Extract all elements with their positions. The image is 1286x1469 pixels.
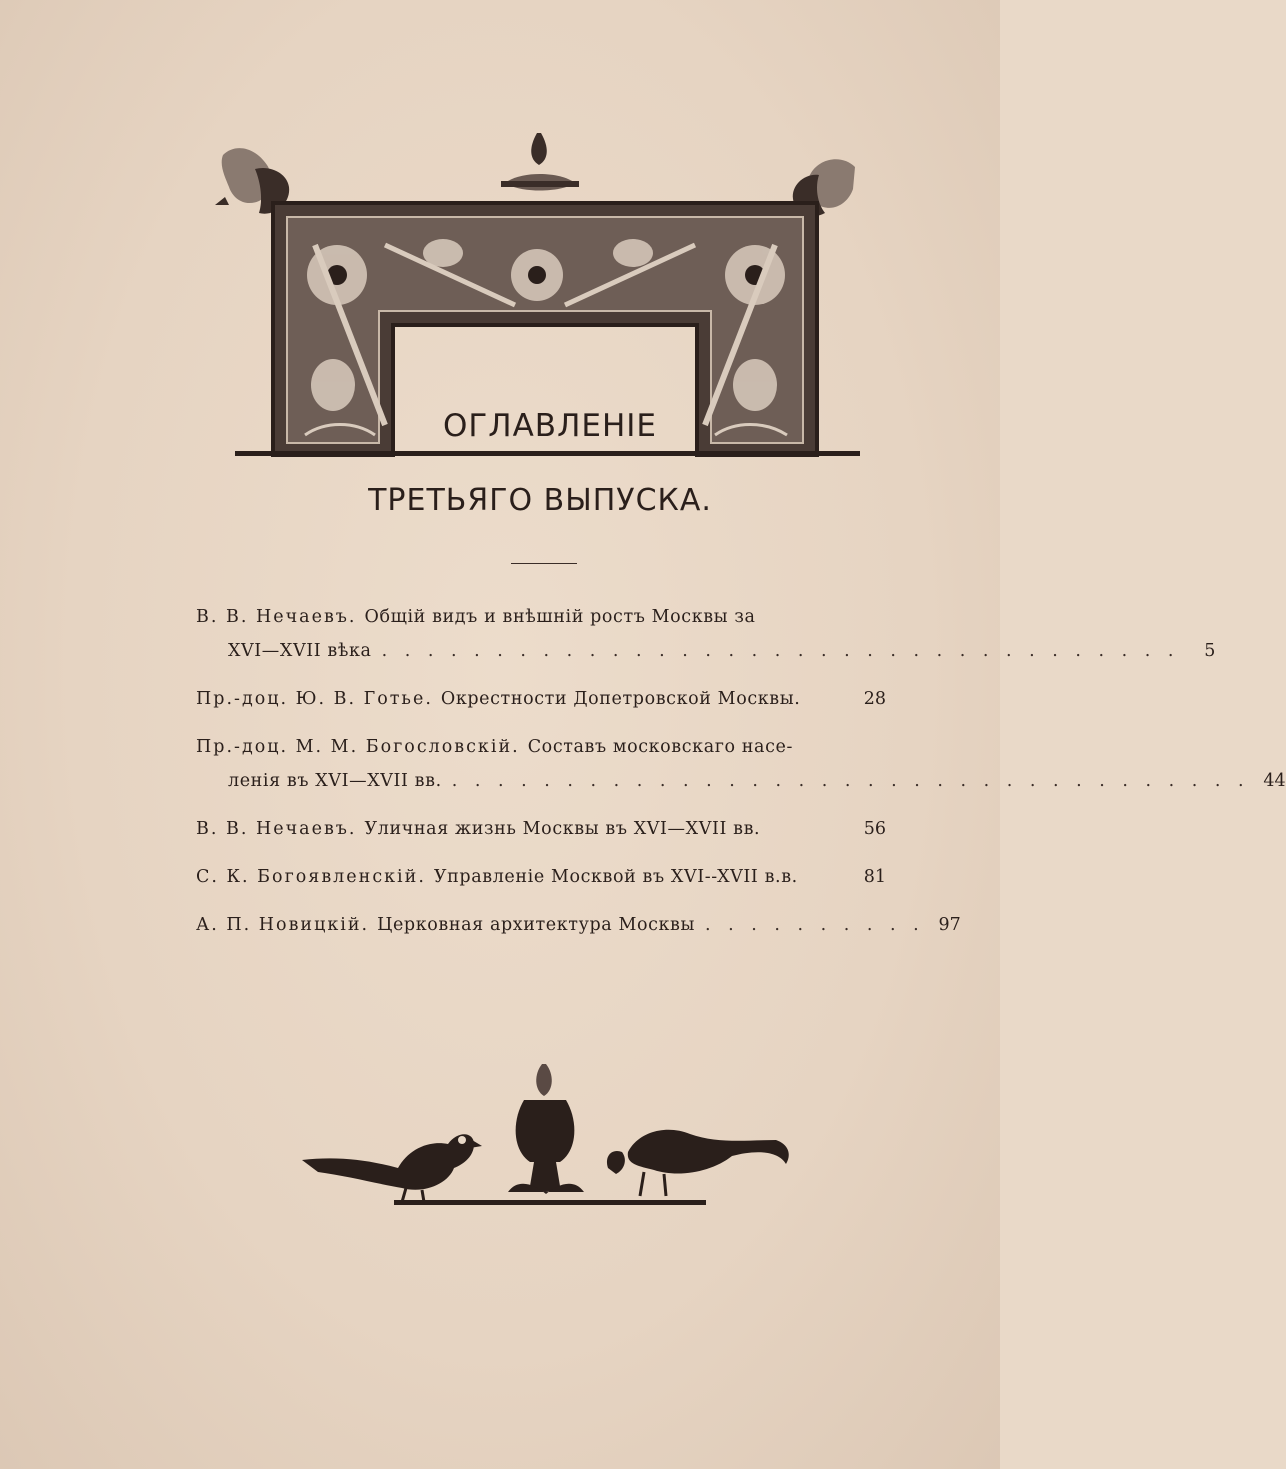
toc-entry <box>196 682 886 716</box>
toc-author: А. П. Новицкій. <box>196 915 370 935</box>
toc-page-number: 81 <box>863 867 886 887</box>
dot-leader: . . . . . . . . . . . . . . . . . . . . . . . . . . . . . . . . . . . <box>451 771 1250 791</box>
tailpiece-vignette <box>298 1060 798 1220</box>
toc-page-number: 28 <box>863 689 886 709</box>
toc-title: Управленіе Москвой въ XVI--XVII в.в. <box>433 867 798 887</box>
vase-ornament <box>508 1064 584 1194</box>
toc-author: С. К. Богоявленскій. <box>196 867 426 887</box>
toc-page-number: 44 <box>1263 771 1286 791</box>
toc-author: Пр.-доц. Ю. В. Готье. <box>196 689 433 709</box>
toc-page-number: 5 <box>1204 641 1216 661</box>
toc-title-continued: XVI—XVII вѣка <box>228 641 372 661</box>
toc-entry <box>196 812 886 846</box>
toc-author: Пр.-доц. М. М. Богословскій. <box>196 737 520 757</box>
toc-entry <box>196 600 1216 668</box>
toc-entry <box>196 908 961 942</box>
title-contents: ОГЛАВЛЕНІЕ <box>442 408 658 444</box>
toc-title: Составъ московскаго насе- <box>527 737 793 757</box>
toc-title: Церковная архитектура Москвы <box>377 915 696 935</box>
center-crown-ornament <box>501 133 579 191</box>
left-bird-icon <box>302 1134 482 1202</box>
title-issue: ТРЕТЬЯГО ВЫПУСКА. <box>368 483 712 518</box>
toc-page-number: 97 <box>938 915 961 935</box>
toc-entry <box>196 860 886 894</box>
ground-line <box>394 1200 706 1205</box>
dot-leader: . . . . . . . . . . <box>705 915 925 935</box>
divider <box>511 563 577 564</box>
table-of-contents <box>196 600 1286 956</box>
toc-title: Уличная жизнь Москвы въ XVI—XVII вв. <box>364 819 761 839</box>
toc-author: В. В. Нечаевъ. <box>196 607 357 627</box>
toc-title: Общій видъ и внѣшній ростъ Москвы за <box>364 607 756 627</box>
right-bird-icon <box>607 1130 789 1196</box>
toc-entry <box>196 730 1286 798</box>
toc-title: Окрестности Допетровской Москвы. <box>440 689 801 709</box>
toc-title-continued: ленія въ XVI—XVII вв. <box>228 771 442 791</box>
toc-author: В. В. Нечаевъ. <box>196 819 357 839</box>
toc-page-number: 56 <box>863 819 886 839</box>
dot-leader: . . . . . . . . . . . . . . . . . . . . . . . . . . . . . . . . . . . <box>381 641 1180 661</box>
